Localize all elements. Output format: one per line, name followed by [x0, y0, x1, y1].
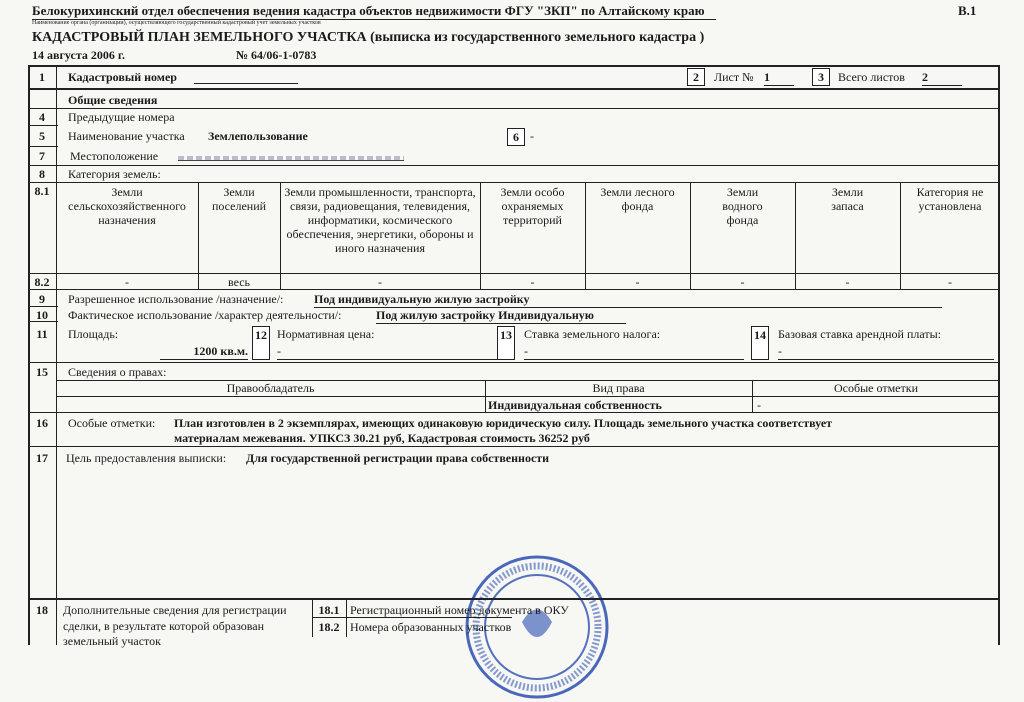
- location-value-redacted: [178, 156, 404, 161]
- category-header: Земли лесного фонда: [600, 185, 675, 213]
- section-general: Общие сведения: [68, 93, 158, 107]
- category-value: -: [378, 275, 382, 289]
- cadastral-number-field: [194, 70, 298, 84]
- form-code: В.1: [958, 3, 977, 18]
- category-value: весь: [227, 275, 251, 289]
- divider: [280, 182, 281, 289]
- row-number: 5: [39, 129, 45, 143]
- sheet-label: Лист №: [714, 70, 754, 84]
- field-14-box: 14: [751, 326, 769, 360]
- total-sheets-label: Всего листов: [838, 70, 905, 84]
- total-sheets-box: 3: [812, 68, 830, 86]
- permitted-use-label: Разрешенное использование /назначение/:: [68, 292, 284, 306]
- row-number: 15: [36, 365, 48, 379]
- divider: [28, 146, 58, 147]
- additional-info-line: Дополнительные сведения для регистрации: [63, 603, 287, 617]
- field-13-box: 13: [497, 326, 515, 360]
- land-tax-rate-value: -: [524, 344, 744, 360]
- additional-info-line: сделки, в результате которой образован: [63, 619, 265, 633]
- formed-plots-label: Номера образованных участков: [350, 620, 512, 634]
- divider: [28, 125, 58, 126]
- base-rent-rate-label: Базовая ставка арендной платы:: [778, 327, 942, 341]
- divider: [56, 65, 57, 645]
- registration-number-label: Регистрационный номер документа в ОКУ: [350, 603, 569, 617]
- base-rent-rate-value: -: [778, 344, 994, 360]
- row-number: 7: [39, 149, 45, 163]
- land-tax-rate-label: Ставка земельного налога:: [524, 327, 661, 341]
- category-header: Земли промышленности, транспорта, связи, радиовещания, телевидения, информатики, космического обеспечения, энергетики, обороны и иного назначения: [284, 185, 476, 255]
- row-number: 8: [39, 167, 45, 181]
- org-name: Белокурихинский отдел обеспечения ведения кадастра объектов недвижимости ФГУ "ЗКП" по Алтайскому краю: [32, 3, 716, 20]
- rights-column-header: Особые отметки: [834, 381, 918, 395]
- area-value: 1200 кв.м.: [160, 344, 248, 360]
- category-header: Земли запаса: [831, 185, 864, 213]
- actual-use-value: Под жилую застройку Индивидуальную: [376, 308, 626, 324]
- row-number: 18.1: [318, 603, 340, 617]
- divider: [28, 362, 1000, 363]
- category-header: Категория не установлена: [916, 185, 984, 213]
- divider: [28, 273, 1000, 274]
- org-caption: Наименование органа (организации), осуществляющего государственный кадастровый учет земельных участков: [32, 20, 321, 26]
- category-header: Земли водного фонда: [722, 185, 763, 227]
- rights-notes-value: -: [757, 398, 761, 412]
- divider: [28, 165, 1000, 166]
- divider: [28, 598, 1000, 600]
- special-notes-line: материалам межевания. УПКСЗ 30.21 руб, Кадастровая стоимость 36252 руб: [174, 431, 590, 445]
- row-number: 11: [36, 327, 48, 341]
- location-label: Местоположение: [70, 149, 159, 163]
- row-number: 9: [39, 292, 45, 306]
- rights-column-header: Правообладатель: [226, 381, 315, 395]
- row-number: 16: [36, 416, 48, 430]
- field-12-box: 12: [252, 326, 270, 360]
- category-header: Земли поселений: [211, 185, 267, 213]
- rights-column-header: Вид права: [592, 381, 645, 395]
- divider: [346, 600, 347, 637]
- divider: [56, 396, 1000, 397]
- rights-label: Сведения о правах:: [68, 365, 167, 379]
- land-category-label: Категория земель:: [68, 167, 161, 181]
- sheet-value: 1: [764, 70, 794, 86]
- document-title: КАДАСТРОВЫЙ ПЛАН ЗЕМЕЛЬНОГО УЧАСТКА (выписка из государственного земельного кадастра ): [32, 30, 705, 45]
- purpose-value: Для государственной регистрации права собственности: [246, 451, 550, 465]
- right-type-value: Индивидуальная собственность: [488, 398, 662, 412]
- actual-use-label: Фактическое использование /характер деятельности/:: [68, 308, 342, 322]
- divider: [28, 446, 1000, 447]
- normative-price-value: -: [277, 344, 497, 360]
- category-value: -: [635, 275, 640, 289]
- field-6-box: 6: [507, 128, 525, 146]
- category-value: -: [125, 275, 129, 289]
- area-label: Площадь:: [68, 327, 119, 341]
- previous-numbers-label: Предыдущие номера: [68, 110, 175, 124]
- special-notes-line: План изготовлен в 2 экземплярах, имеющих одинаковую юридическую силу. Площадь земельного участка соответствует: [174, 416, 833, 430]
- plot-name-value: Землепользование: [208, 129, 308, 143]
- normative-price-label: Нормативная цена:: [277, 327, 375, 341]
- row-number: 17: [36, 451, 48, 465]
- special-notes-label: Особые отметки:: [68, 416, 156, 430]
- category-value: -: [740, 275, 745, 289]
- divider: [28, 108, 1000, 109]
- category-header: Земли особо охраняемых территорий: [500, 185, 565, 227]
- additional-info-line: земельный участок: [63, 634, 161, 648]
- row-number: 18.2: [318, 620, 340, 634]
- category-value: -: [530, 275, 535, 289]
- purpose-label: Цель предоставления выписки:: [66, 451, 227, 465]
- row-number: 18: [36, 603, 48, 617]
- divider: [28, 88, 1000, 90]
- divider: [585, 182, 586, 289]
- row-number: 8.1: [34, 184, 50, 198]
- total-sheets-value: 2: [922, 70, 962, 86]
- permitted-use-value: Под индивидуальную жилую застройку: [314, 292, 942, 308]
- category-header: Земли сельскохозяйственного назначения: [68, 185, 186, 227]
- document-date: 14 августа 2006 г.: [32, 48, 126, 62]
- divider: [28, 289, 1000, 290]
- category-value: -: [845, 275, 850, 289]
- row-number: 10: [36, 308, 48, 322]
- category-value: -: [948, 275, 952, 289]
- divider: [900, 182, 901, 289]
- divider: [795, 182, 796, 289]
- document-number: № 64/06-1-0783: [236, 48, 317, 62]
- row-number: 8.2: [34, 275, 50, 289]
- divider: [690, 182, 691, 289]
- sheet-number-box: 2: [687, 68, 705, 86]
- field-6-value: -: [530, 129, 534, 143]
- plot-name-label: Наименование участка: [68, 129, 185, 143]
- row-number: 1: [39, 70, 45, 84]
- row-number: 4: [39, 110, 45, 124]
- cadastral-number-label: Кадастровый номер: [68, 70, 177, 84]
- divider: [28, 182, 1000, 183]
